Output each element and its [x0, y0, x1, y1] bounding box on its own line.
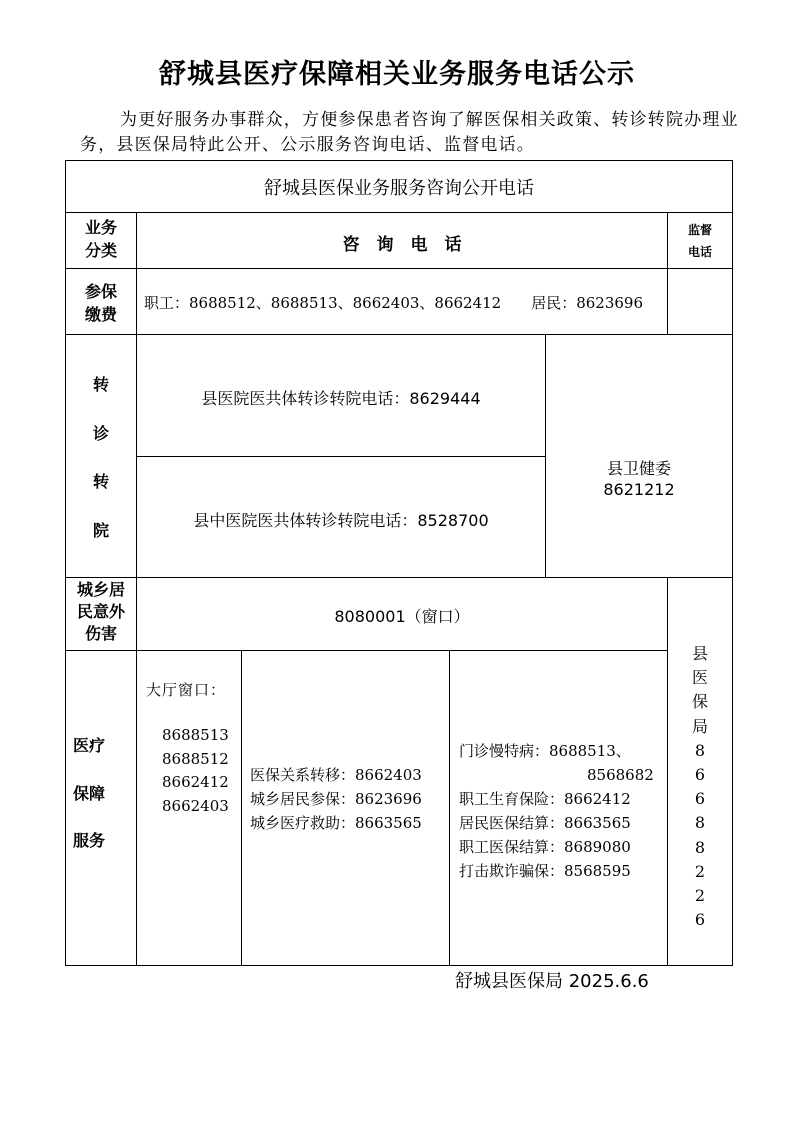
insurance-category: 参保 缴费 — [84, 282, 117, 324]
table-caption: 舒城县医保业务服务咨询公开电话 — [264, 178, 534, 199]
tcm-hospital-referral: 县中医院医共体转诊转院电话：8528700 — [193, 511, 489, 530]
relation-transfer-list: 医保关系转移：8662403 城乡居民参保：8623696 城乡医疗救助：8663565 — [250, 766, 422, 832]
header-category: 业务 分类 — [84, 218, 117, 260]
header-supervise-phone: 监督 电话 — [687, 223, 712, 259]
settlement-phone-list: 门诊慢特病：8688513、 8568682 职工生育保险：8662412 居民医保结算：8663565 职工医保结算：8689080 打击欺诈骗保：8568595 — [459, 742, 654, 880]
hall-window-label: 大厅窗口： — [146, 681, 227, 699]
intro-paragraph: 为更好服务办事群众，方便参保患者咨询了解医保相关政策、转诊转院办理业务，县医保局特此公开、公示服务咨询电话、监督电话。 — [80, 110, 739, 155]
injury-category: 城乡居 民意外 伤害 — [76, 580, 125, 643]
referral-category: 转 诊 转 院 — [92, 375, 109, 540]
injury-phone: 8080001（窗口） — [334, 607, 470, 626]
health-commission-supervisor: 县卫健委 8621212 — [603, 459, 675, 499]
footer-signature: 舒城县医保局 2025.6.6 — [455, 971, 649, 992]
county-hospital-referral: 县医院医共体转诊转院电话：8629444 — [201, 389, 481, 408]
page-title: 舒城县医疗保障相关业务服务电话公示 — [159, 59, 635, 90]
insurance-phones: 职工：8688512、8688513、8662403、8662412 居民：8623696 — [144, 294, 644, 312]
header-consult-phone: 咨 询 电 话 — [342, 235, 462, 255]
medical-category: 医疗 保障 服务 — [73, 736, 106, 850]
hall-window-phones: 8688513 8688512 8662412 8662403 — [162, 726, 229, 815]
medical-insurance-bureau-supervisor: 县 医 保 局 8 6 6 8 8 2 2 6 — [691, 644, 708, 930]
